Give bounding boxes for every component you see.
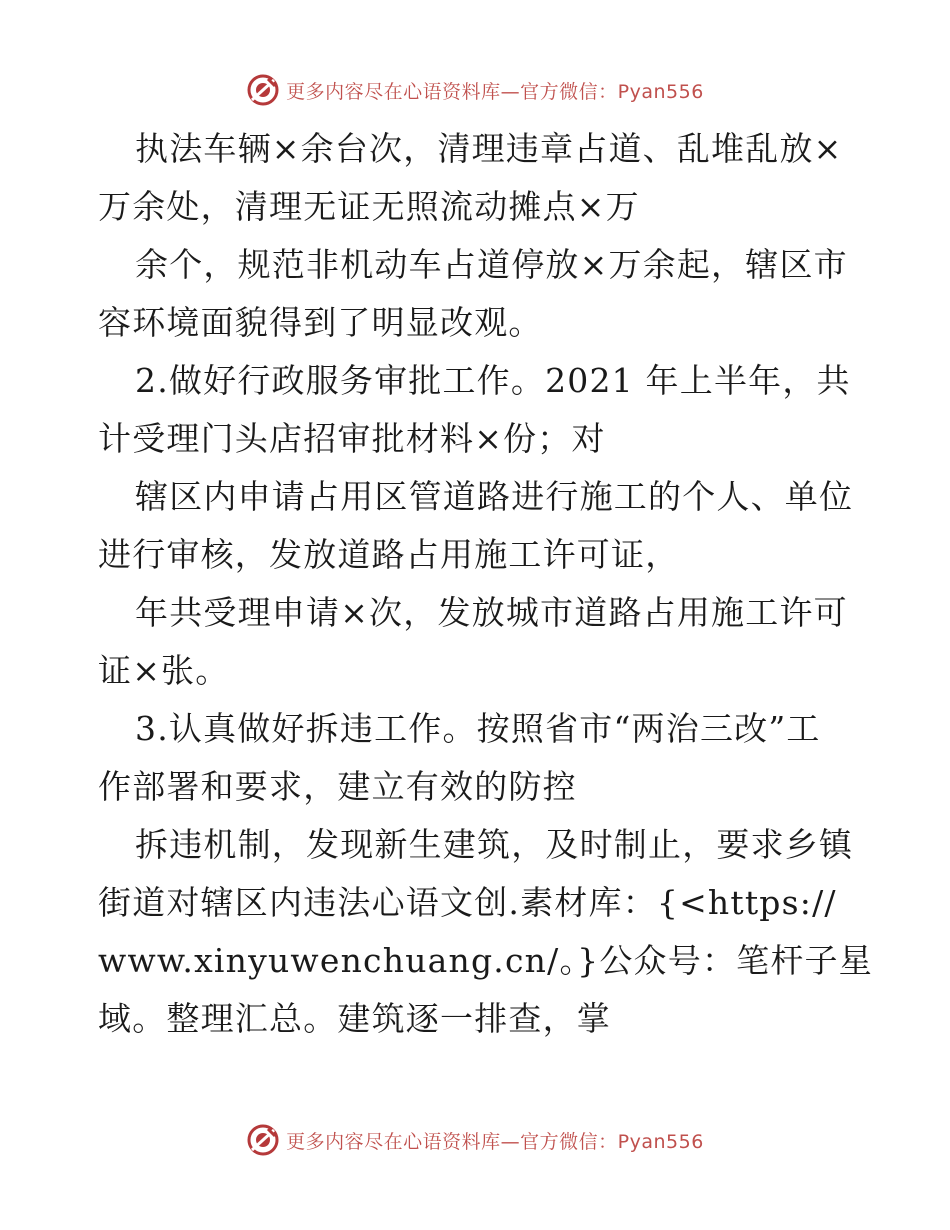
text-line: 执法车辆×余台次，清理违章占道、乱堆乱放× xyxy=(135,129,843,168)
text-line: 域。整理汇总。建筑逐一排查，掌 xyxy=(98,999,611,1038)
text-line: 街道对辖区内违法心语文创.素材库：{<https:// xyxy=(98,883,837,922)
text-line: 万余处，清理无证无照流动摊点×万 xyxy=(98,187,640,226)
text-line: 进行审核，发放道路占用施工许可证， xyxy=(98,535,680,574)
text-line: 2.做好行政服务审批工作。2021 年上半年，共 xyxy=(135,361,851,400)
watermark-text: 更多内容尽在心语资料库—官方微信：Pyan556 xyxy=(286,1130,704,1153)
watermark-banner-bottom xyxy=(0,1120,950,1160)
watermark-text: 更多内容尽在心语资料库—官方微信：Pyan556 xyxy=(286,80,704,103)
text-line: 计受理门头店招审批材料×份；对 xyxy=(98,419,606,458)
text-line: 3.认真做好拆违工作。按照省市“两治三改”工 xyxy=(135,709,821,748)
text-line: 证×张。 xyxy=(98,651,230,690)
xinyu-logo-icon xyxy=(246,73,280,107)
text-line: 年共受理申请×次，发放城市道路占用施工许可 xyxy=(135,593,848,632)
text-line: 辖区内申请占用区管道路进行施工的个人、单位 xyxy=(135,477,854,516)
text-line: www.xinyuwenchuang.cn/。}公众号：笔杆子星 xyxy=(98,941,873,980)
text-line: 拆违机制，发现新生建筑，及时制止，要求乡镇 xyxy=(135,825,854,864)
watermark-banner-top xyxy=(0,70,950,110)
text-line: 作部署和要求，建立有效的防控 xyxy=(98,767,577,806)
text-line: 容环境面貌得到了明显改观。 xyxy=(98,303,543,342)
xinyu-logo-icon xyxy=(246,1123,280,1157)
text-line: 余个，规范非机动车占道停放×万余起，辖区市 xyxy=(135,245,848,284)
